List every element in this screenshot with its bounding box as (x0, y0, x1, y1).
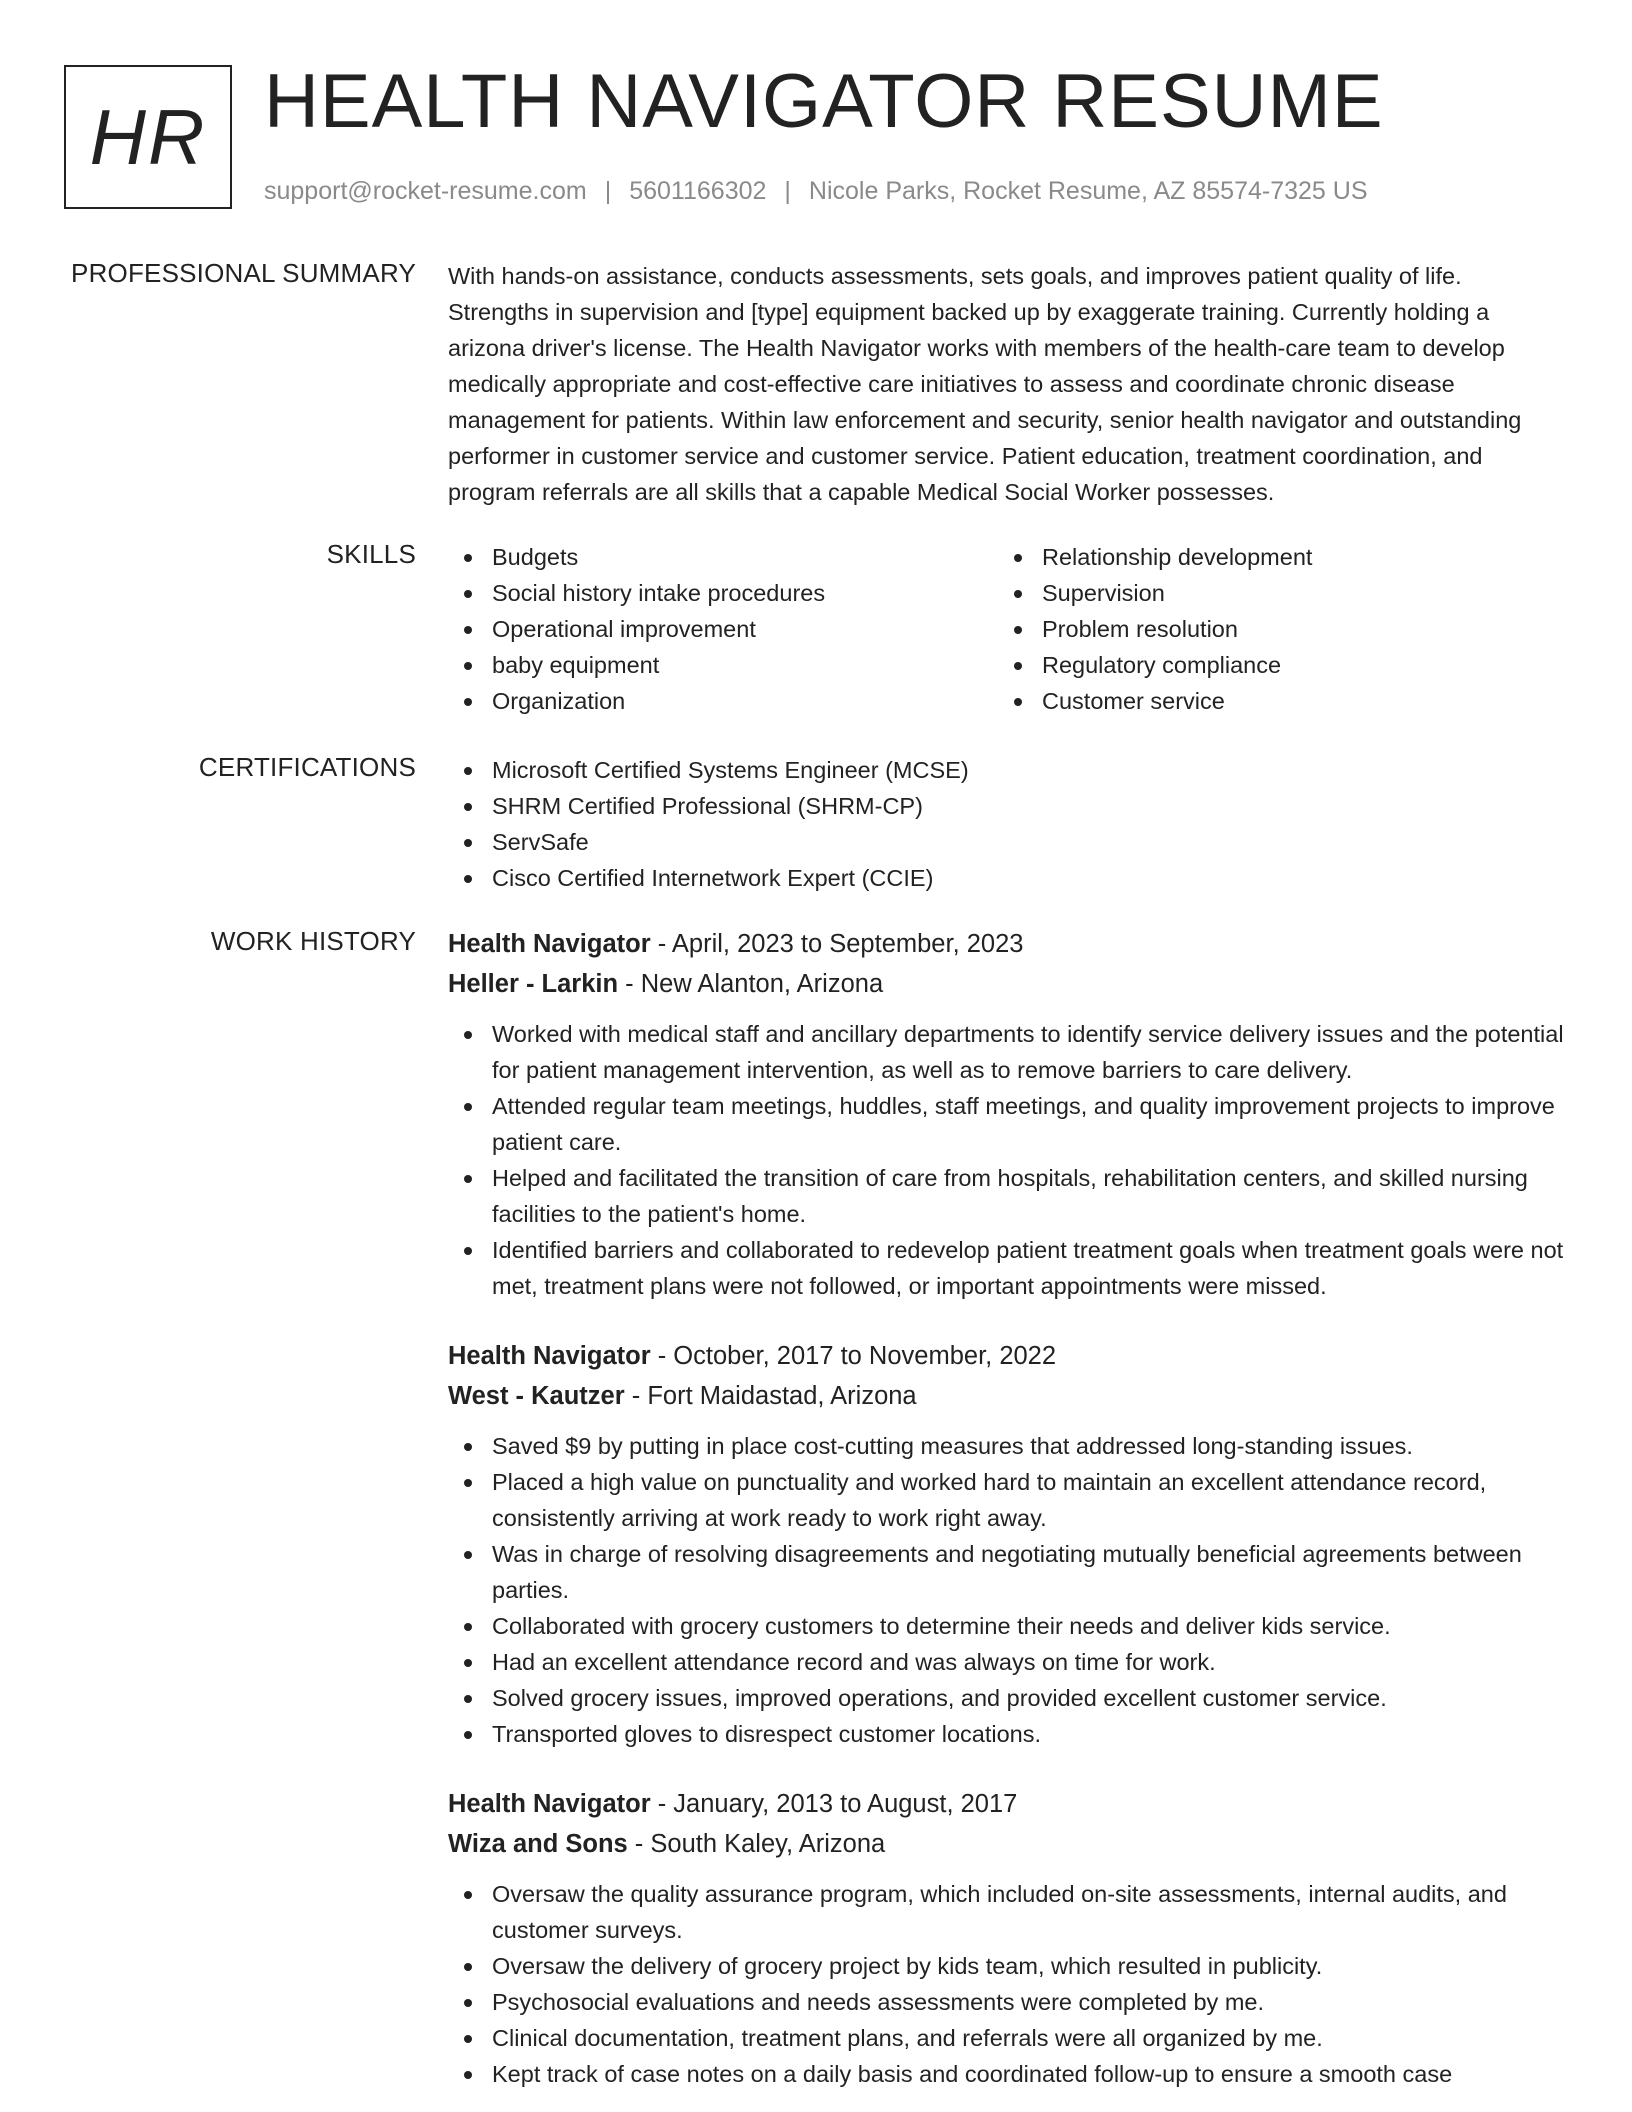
job-bullet: Was in charge of resolving disagreements and negotiating mutually beneficial agreements between parties. (448, 1536, 1568, 1608)
job-title: Health Navigator (448, 1790, 651, 1818)
job-title: Health Navigator (448, 930, 651, 958)
certification-item: Microsoft Certified Systems Engineer (MCSE) (448, 752, 1568, 788)
job-bullet: Saved $9 by putting in place cost-cutting measures that addressed long-standing issues. (448, 1428, 1568, 1464)
monogram-box (64, 65, 232, 209)
skills-heading: SKILLS (326, 539, 416, 569)
skill-item: Budgets (448, 539, 998, 575)
job-bullet: Helped and facilitated the transition of care from hospitals, rehabilitation centers, and skilled nursing facilities to the patient's home. (448, 1160, 1568, 1232)
certifications-list (448, 752, 1568, 896)
job-bullet: Solved grocery issues, improved operations, and provided excellent customer service. (448, 1680, 1568, 1716)
skill-item: Relationship development (998, 539, 1548, 575)
summary-text: With hands-on assistance, conducts assessments, sets goals, and improves patient quality of life. Strengths in supervision and [type] equipment backed up by exaggerate training. Currently holding a arizona driver's license. The Health Navigator works with members of the health-care team to develop medically appropriate and cost-effective care initiatives to assess and coordinate chronic disease management for patients. Within law enforcement and security, senior health navigator and outstanding performer in customer service and customer service. Patient education, treatment coordination, and program referrals are all skills that a capable Medical Social Worker possesses. (448, 263, 1522, 505)
job-dates: - January, 2013 to August, 2017 (650, 1790, 1018, 1818)
contact-separator: | (784, 177, 791, 205)
job-company-line (448, 1376, 1568, 1416)
skill-item: Problem resolution (998, 611, 1548, 647)
job-title-line (448, 1784, 1568, 1824)
skill-item: Social history intake procedures (448, 575, 998, 611)
skill-item: baby equipment (448, 647, 998, 683)
job-company-line (448, 1824, 1568, 1864)
skill-item: Regulatory compliance (998, 647, 1548, 683)
job-bullets (448, 1016, 1568, 1304)
job-bullet: Kept track of case notes on a daily basis and coordinated follow-up to ensure a smooth case (448, 2056, 1568, 2092)
job-title-line (448, 924, 1568, 964)
job-company: West - Kautzer (448, 1382, 625, 1410)
certification-item: ServSafe (448, 824, 1568, 860)
job-bullet: Identified barriers and collaborated to redevelop patient treatment goals when treatment goals were not met, treatment plans were not followed, or important appointments were missed. (448, 1232, 1568, 1304)
skill-item: Customer service (998, 683, 1548, 719)
work-history-heading: WORK HISTORY (210, 926, 416, 956)
job-company: Heller - Larkin (448, 970, 619, 998)
job-location: - South Kaley, Arizona (627, 1830, 886, 1858)
job-bullet: Collaborated with grocery customers to determine their needs and deliver kids service. (448, 1608, 1568, 1644)
job-bullet: Attended regular team meetings, huddles, staff meetings, and quality improvement projects to improve patient care. (448, 1088, 1568, 1160)
contact-phone: 5601166302 (629, 177, 767, 205)
job-company: Wiza and Sons (448, 1830, 628, 1858)
job-bullets (448, 1428, 1568, 1752)
resume-title: HEALTH NAVIGATOR RESUME (264, 59, 1384, 144)
job-bullet: Psychosocial evaluations and needs assessments were completed by me. (448, 1984, 1568, 2020)
job-bullet: Transported gloves to disrespect customer locations. (448, 1716, 1568, 1752)
job-dates: - October, 2017 to November, 2022 (650, 1342, 1057, 1370)
job-bullet: Clinical documentation, treatment plans, and referrals were all organized by me. (448, 2020, 1568, 2056)
job-body (448, 1336, 1568, 1752)
job-location: - New Alanton, Arizona (618, 970, 884, 998)
skill-item: Supervision (998, 575, 1548, 611)
contact-separator: | (604, 177, 612, 205)
job-bullet: Placed a high value on punctuality and worked hard to maintain an excellent attendance record, consistently arriving at work ready to work right away. (448, 1464, 1568, 1536)
certification-item: Cisco Certified Internetwork Expert (CCIE) (448, 860, 1568, 896)
skills-list-left (448, 539, 998, 719)
skill-item: Organization (448, 683, 998, 719)
job-bullet: Oversaw the quality assurance program, which included on-site assessments, internal audits, and customer surveys. (448, 1876, 1568, 1948)
contact-email[interactable]: support@rocket-resume.com (264, 177, 587, 205)
skills-list-right (998, 539, 1548, 719)
job-location: - Fort Maidastad, Arizona (624, 1382, 917, 1410)
job-dates: - April, 2023 to September, 2023 (650, 930, 1024, 958)
job-bullet: Worked with medical staff and ancillary departments to identify service delivery issues and the potential for patient management intervention, as well as to remove barriers to care delivery. (448, 1016, 1568, 1088)
job-body (448, 1784, 1568, 2092)
skill-item: Operational improvement (448, 611, 998, 647)
certifications-body (448, 752, 1568, 896)
skills-body (448, 539, 1568, 719)
job-company-line (448, 964, 1568, 1004)
monogram-initials: HR (89, 92, 207, 181)
job-body (448, 924, 1568, 1304)
job-title-line (448, 1336, 1568, 1376)
contact-line (264, 177, 1368, 206)
job-bullet: Oversaw the delivery of grocery project by kids team, which resulted in publicity. (448, 1948, 1568, 1984)
job-bullets (448, 1876, 1568, 2092)
contact-address: Nicole Parks, Rocket Resume, AZ 85574-7325 US (808, 177, 1368, 205)
summary-heading: PROFESSIONAL SUMMARY (71, 258, 416, 288)
job-title: Health Navigator (448, 1342, 651, 1370)
job-bullet: Had an excellent attendance record and was always on time for work. (448, 1644, 1568, 1680)
certification-item: SHRM Certified Professional (SHRM-CP) (448, 788, 1568, 824)
certifications-heading: CERTIFICATIONS (198, 752, 416, 782)
